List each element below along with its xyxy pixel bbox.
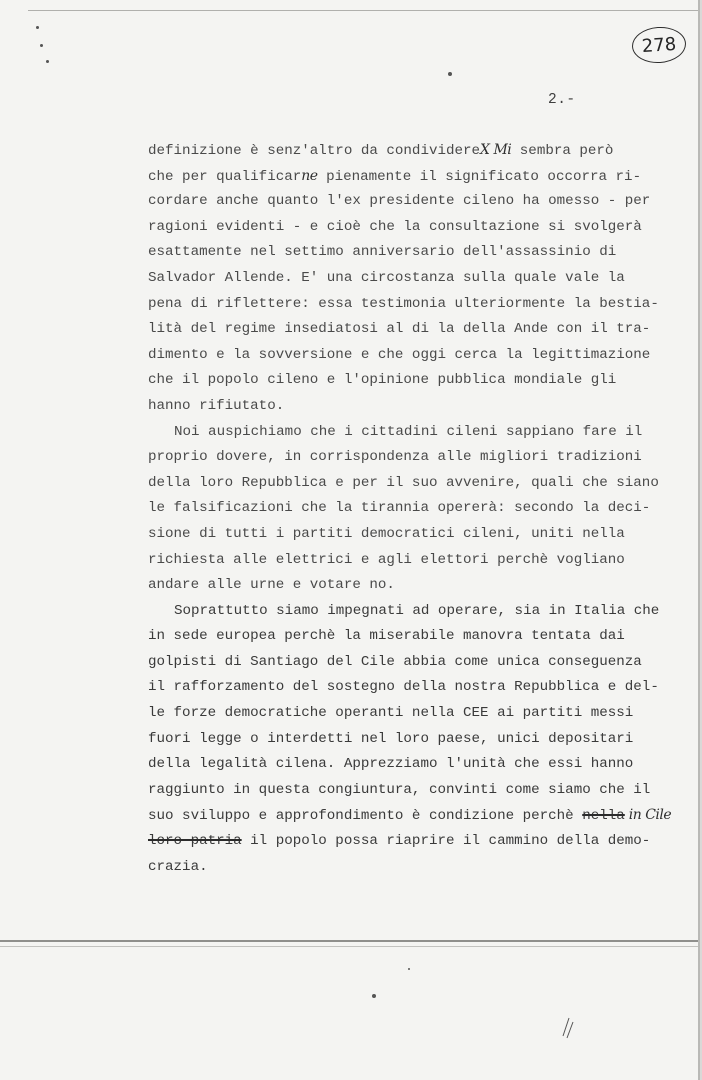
text-line: richiesta alle elettrici e agli elettori perchè vogliano [148,551,625,568]
text-line: della loro Repubblica e per il suo avvenire, quali che siano [148,474,659,491]
text-line: fuori legge o interdetti nel loro paese, unici depositari [148,730,634,747]
text-line: le forze democratiche operanti nella CEE ai partiti messi [148,705,634,722]
ink-speck [36,26,39,29]
text-line: hanno rifiutato. [148,397,285,414]
text-line: ragioni evidenti - e cioè che la consultazione si svolgerà [148,218,642,235]
ink-speck [372,994,376,998]
text-line: pena di riflettere: essa testimonia ulteriormente la bestia- [148,295,659,312]
text-line: Soprattutto siamo impegnati ad operare, sia in Italia che [174,602,660,619]
struck-out-text: nella [582,808,625,825]
text-line: raggiunto in questa congiuntura, convinti come siamo che il [148,781,651,798]
ink-speck [40,44,43,47]
text-line: che il popolo cileno e l'opinione pubblica mondiale gli [148,372,617,389]
letter-body [148,138,672,880]
archive-number-stamp [631,25,687,65]
handwritten-insertion: in Cile [624,807,672,824]
text-line: le falsificazioni che la tirannia opererà: secondo la deci- [148,500,651,517]
text-line: loro patria il popolo possa riaprire il cammino della demo- [148,833,651,850]
text-line: Noi auspichiamo che i cittadini cileni sappiano fare il [174,423,643,440]
archive-number-text: 278 [641,33,677,57]
page-number: 2.- [548,92,576,108]
text-line: in sede europea perchè la miserabile manovra tentata dai [148,628,625,645]
handwritten-correction: ne [301,167,318,184]
text-line: dimento e la sovversione e che oggi cerca la legittimazione [148,346,651,363]
top-edge-rule [28,10,698,11]
bottom-edge-rule [0,946,698,947]
text-line: cordare anche quanto l'ex presidente cileno ha omesso - per [148,193,651,210]
text-line: sione di tutti i partiti democratici cileni, uniti nella [148,525,625,542]
pen-mark-icon [555,1012,585,1042]
ink-speck [46,60,49,63]
struck-out-text: loro patria [148,833,242,850]
text-line: definizione è senz'altro da condividereX Mi sembra però [148,142,614,159]
text-line: esattamente nel settimo anniversario dell'assassinio di [148,244,617,261]
bottom-edge-rule [0,940,698,942]
text-line: che per qualificarne pienamente il significato occorra ri- [148,167,642,185]
text-line: crazia. [148,858,208,875]
text-line: suo sviluppo e approfondimento è condizione perchè nella in Cile [148,807,672,825]
ink-speck [448,72,452,76]
handwritten-correction: X Mi [480,142,512,158]
text-line: della legalità cilena. Apprezziamo l'unità che essi hanno [148,756,634,773]
text-line: golpisti di Santiago del Cile abbia come unica conseguenza [148,653,642,670]
text-line: lità del regime insediatosi al di la della Ande con il tra- [148,321,651,338]
text-line: il rafforzamento del sostegno della nostra Repubblica e del- [148,679,659,696]
ink-speck [408,968,410,970]
text-line: andare alle urne e votare no. [148,577,395,594]
text-line: proprio dovere, in corrispondenza alle migliori tradizioni [148,449,642,466]
text-line: Salvador Allende. E' una circostanza sulla quale vale la [148,269,625,286]
